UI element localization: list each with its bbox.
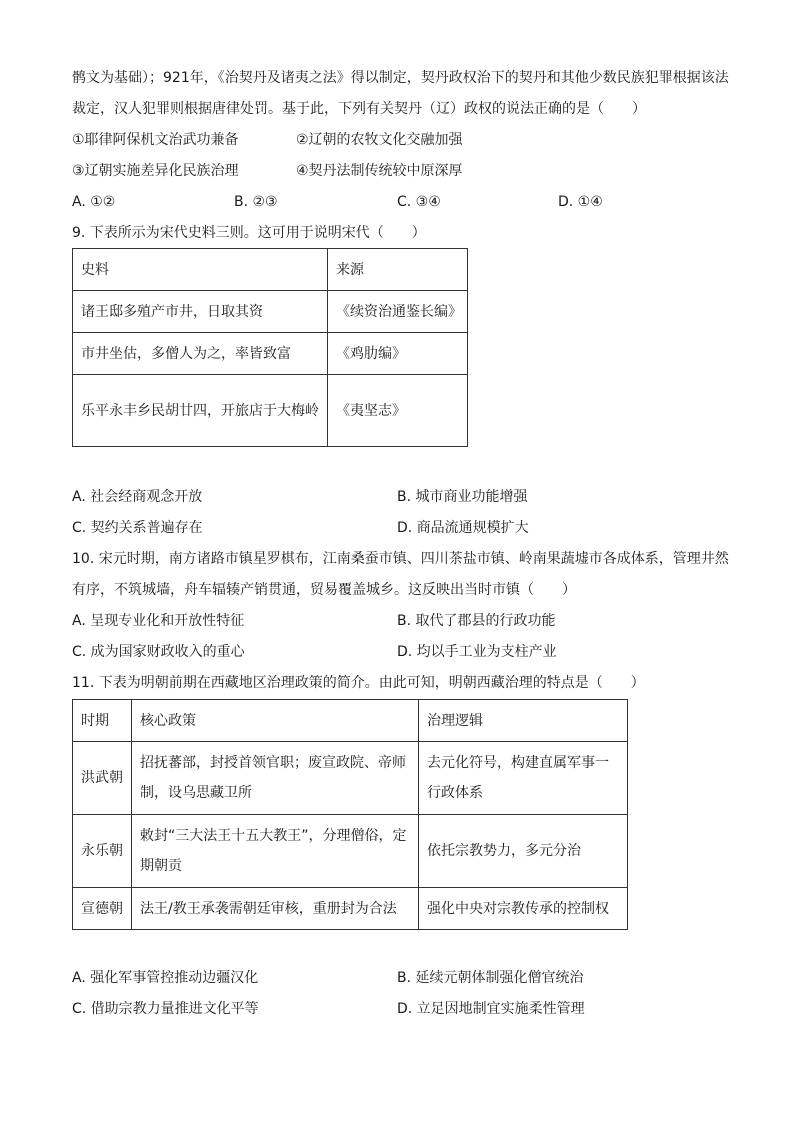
table-row [73,375,468,447]
table-cell: 《夷坚志》 [328,375,468,447]
table-row [73,888,628,930]
q10-option-d[interactable]: D. 均以手工业为支柱产业 [397,644,557,660]
table-header-cell: 治理逻辑 [419,700,628,742]
q9-option-a[interactable]: A. 社会经商观念开放 [72,489,203,505]
table-cell: 宣德朝 [73,888,132,930]
q11-option-c[interactable]: C. 借助宗教力量推进文化平等 [72,1001,259,1017]
q11-stem: 11. 下表为明朝前期在西藏地区治理政策的简介。由此可知，明朝西藏治理的特点是（ ） [72,675,645,691]
q8-option-b[interactable]: B. ②③ [234,194,278,210]
q8-option-d[interactable]: D. ①④ [558,194,603,210]
table-header-cell: 核心政策 [132,700,419,742]
q8-stem-line-2: 裁定，汉人犯罪则根据唐律处罚。基于此，下列有关契丹（辽）政权的说法正确的是（ ） [72,101,646,117]
table-cell: 洪武朝 [73,742,132,815]
q11-policy-table [72,699,628,930]
q9-option-d[interactable]: D. 商品流通规模扩大 [397,520,529,536]
q11-option-a[interactable]: A. 强化军事管控推动边疆汉化 [72,970,259,986]
q9-stem: 9. 下表所示为宋代史料三则。这可用于说明宋代（ ） [72,225,426,241]
table-cell: 强化中央对宗教传承的控制权 [419,888,628,930]
q10-stem-line-2: 有序，不筑城墙，舟车辐辏产销贯通，贸易覆盖城乡。这反映出当时市镇（ ） [72,582,576,598]
table-cell: 依托宗教势力，多元分治 [419,815,628,888]
table-cell: 诸王邸多殖产市井，日取其资 [73,291,328,333]
table-header-cell: 史料 [73,249,328,291]
q8-option-a[interactable]: A. ①② [72,194,116,210]
table-header-cell: 来源 [328,249,468,291]
q10-stem-line-1: 10. 宋元时期，南方诸路市镇星罗棋布，江南桑蚕市镇、四川茶盐市镇、岭南果蔬墟市各成体系，管理井然 [72,551,729,567]
table-row [73,291,468,333]
q8-stem-line-1: 鹘文为基础）；921年，《治契丹及诸夷之法》得以制定，契丹政权治下的契丹和其他少数民族犯罪根据该法 [72,70,729,86]
q10-option-a[interactable]: A. 呈现专业化和开放性特征 [72,613,245,629]
table-cell: 市井坐估，多僧人为之，率皆致富 [73,333,328,375]
table-cell: 去元化符号，构建直属军事一行政体系 [419,742,628,815]
table-cell: 《鸡肋编》 [328,333,468,375]
q8-item-1: ①耶律阿保机文治武功兼备 [72,132,239,148]
table-cell: 永乐朝 [73,815,132,888]
q11-option-d[interactable]: D. 立足因地制宜实施柔性管理 [397,1001,585,1017]
table-header-cell: 时期 [73,700,132,742]
table-cell: 招抚蕃部，封授首领官职；废宣政院、帝师制，设乌思藏卫所 [132,742,419,815]
q9-source-table [72,248,468,447]
table-cell: 乐平永丰乡民胡廿四，开旅店于大梅岭 [73,375,328,447]
q8-item-2: ②辽朝的农牧文化交融加强 [296,132,463,148]
table-header-row [73,249,468,291]
table-row [73,742,628,815]
q10-option-b[interactable]: B. 取代了郡县的行政功能 [397,613,556,629]
q11-option-b[interactable]: B. 延续元朝体制强化僧官统治 [397,970,584,986]
table-row [73,815,628,888]
table-cell: 敕封“三大法王十五大教王”，分理僧俗，定期朝贡 [132,815,419,888]
q9-option-c[interactable]: C. 契约关系普遍存在 [72,520,203,536]
q8-option-c[interactable]: C. ③④ [397,194,441,210]
q8-item-4: ④契丹法制传统较中原深厚 [296,163,463,179]
q10-option-c[interactable]: C. 成为国家财政收入的重心 [72,644,245,660]
table-header-row [73,700,628,742]
table-cell: 《续资治通鉴长编》 [328,291,468,333]
q9-option-b[interactable]: B. 城市商业功能增强 [397,489,528,505]
table-cell: 法王/教王承袭需朝廷审核，重册封为合法 [132,888,419,930]
q8-item-3: ③辽朝实施差异化民族治理 [72,163,239,179]
table-row [73,333,468,375]
